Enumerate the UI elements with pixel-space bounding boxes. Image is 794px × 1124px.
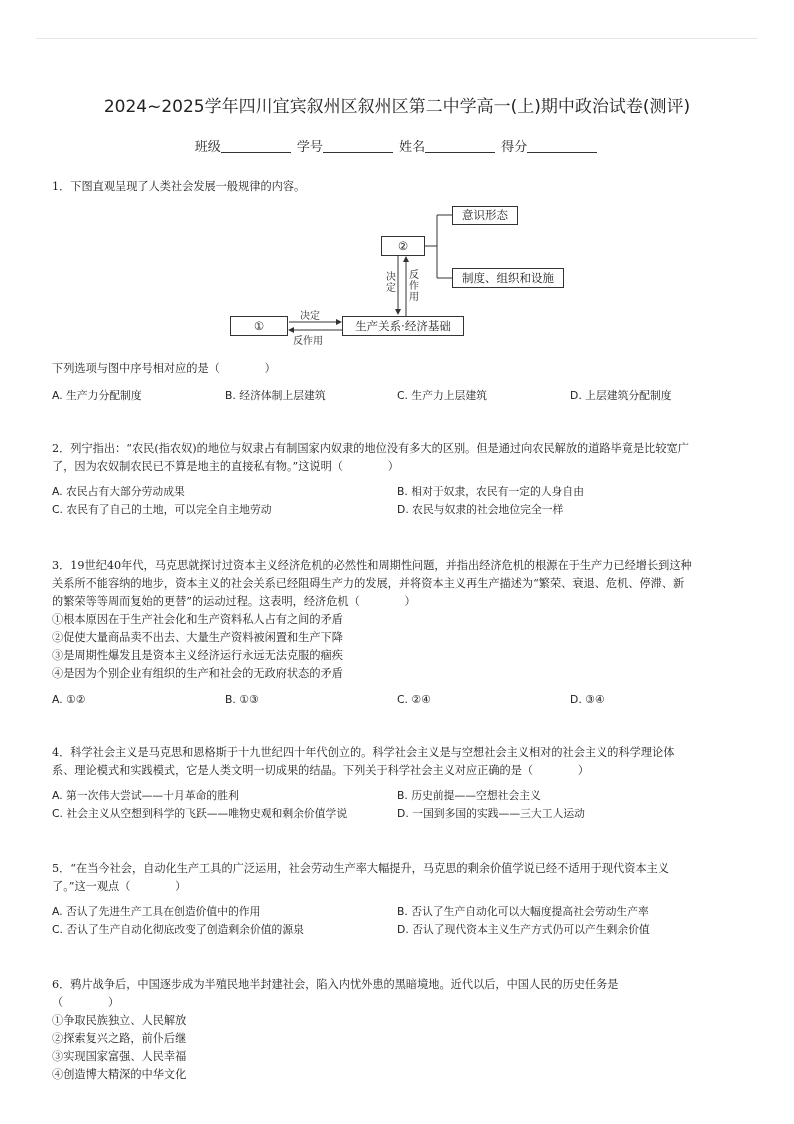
option-c[interactable]: C. ②④ (397, 693, 431, 706)
question-6 (52, 976, 752, 1084)
option-b[interactable]: B. 否认了生产自动化可以大幅度提高社会劳动生产率 (397, 905, 649, 918)
question-5 (52, 860, 752, 939)
option-d[interactable]: D. 农民与奴隶的社会地位完全一样 (397, 503, 564, 516)
question-1-prompt-block (52, 360, 752, 405)
question-2-stem-line: 了，因为农奴制农民已不算是地主的直接私有物。”这说明（ ） (52, 460, 399, 473)
option-d[interactable]: D. ③④ (570, 693, 605, 706)
question-3-stem-line: 的繁荣等等周而复始的更替”的运动过程。这表明，经济危机（ ） (52, 595, 416, 608)
option-a[interactable]: A. ①② (52, 693, 86, 706)
option-a[interactable]: A. 第一次伟大尝试——十月革命的胜利 (52, 789, 239, 802)
score-label: 得分 (501, 140, 528, 155)
box-circle-2: ② (381, 236, 425, 256)
exam-title: 2024~2025学年四川宜宾叙州区叙州区第二中学高一(上)期中政治试卷(测评) (103, 97, 691, 117)
option-c[interactable]: C. 社会主义从空想到科学的飞跃——唯物史观和剩余价值学说 (52, 807, 348, 820)
question-4-options-row (52, 805, 752, 823)
option-b[interactable]: B. 历史前提——空想社会主义 (397, 789, 541, 802)
statement-4: ④是因为个别企业有组织的生产和社会的无政府状态的矛盾 (52, 667, 343, 680)
name-label: 姓名 (399, 140, 426, 155)
question-2-options-row (52, 501, 752, 519)
question-5-options-row (52, 903, 752, 921)
option-d[interactable]: D. 否认了现代资本主义生产方式仍可以产生剩余价值 (397, 923, 650, 936)
question-4 (52, 744, 752, 823)
statement-4: ④创造博大精深的中华文化 (52, 1068, 187, 1081)
question-1-options (52, 387, 752, 405)
option-d[interactable]: D. 上层建筑分配制度 (570, 389, 672, 402)
label-decide-horizontal: 决定 (300, 311, 320, 322)
option-d[interactable]: D. 一国到多国的实践——三大工人运动 (397, 807, 585, 820)
student-info-line (0, 136, 794, 155)
statement-3: ③是周期性爆发且是资本主义经济运行永远无法克服的痼疾 (52, 649, 343, 662)
question-1-prompt: 下列选项与图中序号相对应的是（ ） (52, 362, 276, 375)
question-4-stem-line: 系、理论模式和实践模式，它是人类文明一切成果的结晶。下列关于科学社会主义对应正确的是（ ） (52, 764, 590, 777)
statement-1: ①争取民族独立、人民解放 (52, 1014, 187, 1027)
question-1-stem: 1．下图直观呈现了人类社会发展一般规律的内容。 (52, 180, 306, 193)
option-c[interactable]: C. 农民有了自己的土地，可以完全自主地劳动 (52, 503, 272, 516)
statement-2: ②促使大量商品卖不出去、大量生产资料被闲置和生产下降 (52, 631, 343, 644)
student-id-blank[interactable] (323, 138, 393, 153)
option-b[interactable]: B. 相对于奴隶，农民有一定的人身自由 (397, 485, 585, 498)
question-3-stem-line: 3．19世纪40年代，马克思就探讨过资本主义经济危机的必然性和周期性问题，并指出经济危机的根源在于生产力已经增长到这种 (52, 559, 692, 572)
question-5-stem-line: 了。”这一观点（ ） (52, 880, 187, 893)
question-3-stem-line: 关系所不能容纳的地步，资本主义的社会关系已经阻碍生产力的发展，并将资本主义再生产描述为“繁荣、衰退、危机、停滞、新 (52, 577, 685, 590)
question-5-options-row (52, 921, 752, 939)
student-id-label: 学号 (296, 140, 323, 155)
option-c[interactable]: C. 生产力上层建筑 (397, 389, 487, 402)
class-blank[interactable] (221, 138, 291, 153)
name-blank[interactable] (425, 138, 495, 153)
option-b[interactable]: B. 经济体制上层建筑 (225, 389, 326, 402)
class-label: 班级 (194, 140, 221, 155)
question-2-options-row (52, 483, 752, 501)
label-decide-vertical: 决定 (386, 272, 396, 294)
box-institutions: 制度、组织和设施 (452, 268, 564, 288)
option-a[interactable]: A. 生产力分配制度 (52, 389, 142, 402)
option-a[interactable]: A. 农民占有大部分劳动成果 (52, 485, 185, 498)
statement-2: ②探索复兴之路，前仆后继 (52, 1032, 187, 1045)
box-ideology: 意识形态 (452, 206, 518, 225)
label-react-horizontal: 反作用 (293, 336, 323, 347)
option-a[interactable]: A. 否认了先进生产工具在创造价值中的作用 (52, 905, 261, 918)
question-6-stem-line: （ ） (52, 996, 120, 1009)
question-3-options (52, 691, 752, 709)
question-4-options-row (52, 787, 752, 805)
header-rule (36, 38, 758, 39)
question-6-stem-line: 6．鸦片战争后，中国逐步成为半殖民地半封建社会，陷入内忧外患的黑暗境地。近代以后，中国人民的历史任务是 (52, 978, 619, 991)
box-economic-base: 生产关系·经济基础 (342, 316, 464, 336)
statement-1: ①根本原因在于生产社会化和生产资料私人占有之间的矛盾 (52, 613, 343, 626)
option-b[interactable]: B. ①③ (225, 693, 259, 706)
label-react-vertical: 反作用 (409, 270, 419, 303)
question-2 (52, 440, 752, 519)
option-c[interactable]: C. 否认了生产自动化彻底改变了创造剩余价值的源泉 (52, 923, 304, 936)
question-1 (52, 178, 752, 196)
question-3 (52, 557, 752, 709)
statement-3: ③实现国家富强、人民幸福 (52, 1050, 187, 1063)
question-4-stem-line: 4．科学社会主义是马克思和恩格斯于十九世纪四十年代创立的。科学社会主义是与空想社会主义相对的社会主义的科学理论体 (52, 746, 675, 759)
question-2-stem-line: 2．列宁指出：“农民(指农奴)的地位与奴隶占有制国家内奴隶的地位没有多大的区别。但是通过向农民解放的道路毕竟是比较宽广 (52, 442, 689, 455)
question-5-stem-line: 5．“在当今社会，自动化生产工具的广泛运用，社会劳动生产率大幅提升，马克思的剩余价值学说已经不适用于现代资本主义 (52, 862, 669, 875)
box-circle-1: ① (230, 316, 288, 336)
score-blank[interactable] (527, 138, 597, 153)
